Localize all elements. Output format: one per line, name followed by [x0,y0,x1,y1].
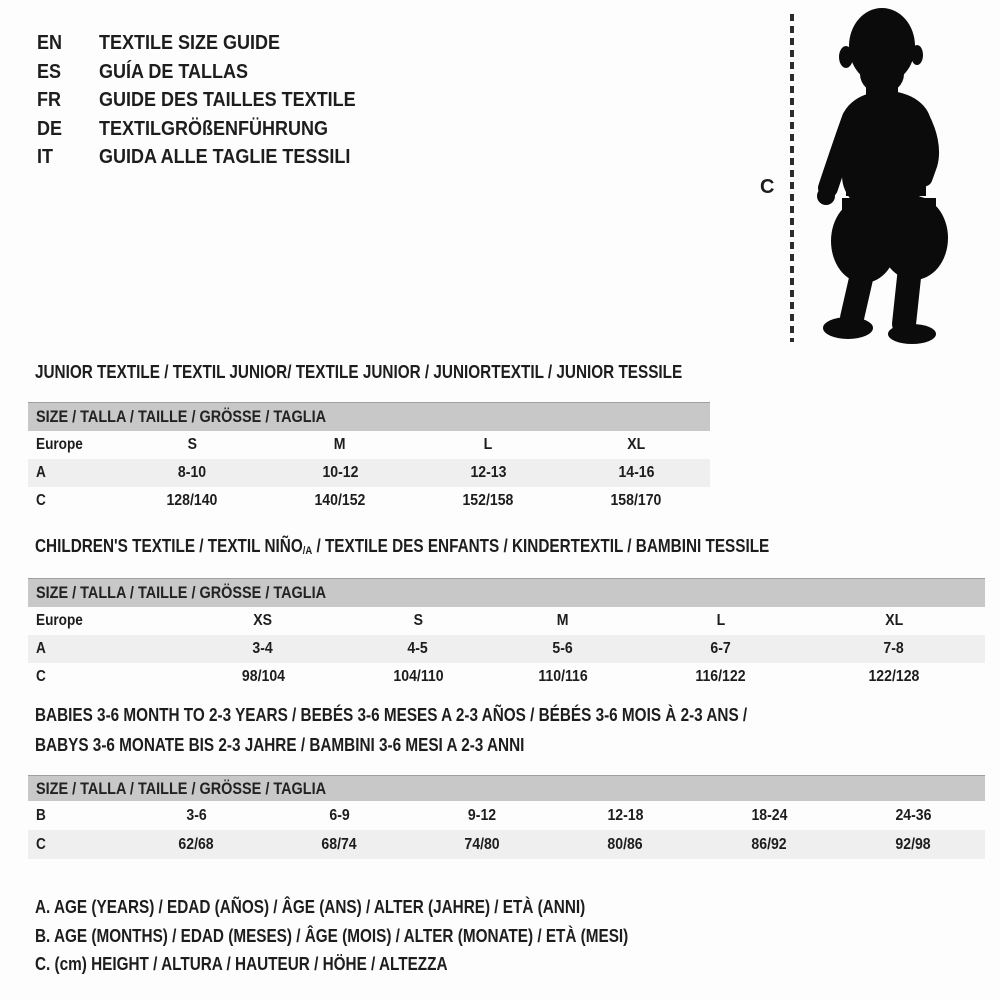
table-row [28,431,710,459]
table-row [28,487,710,515]
row-label: C [28,830,125,859]
size-cell: 18-24 [750,806,787,824]
size-cell: 68/74 [268,830,411,859]
height-marker-label: C [760,176,775,198]
size-cell: 116/122 [695,668,746,685]
table-header-bar [28,403,710,432]
size-cell: 5-6 [488,635,638,663]
row-label: A [28,459,118,487]
size-cell: 140/152 [314,492,366,509]
toddler-silhouette-icon [806,6,954,348]
children-section-title [35,536,899,561]
language-row-es [37,58,384,87]
size-cell: 152/158 [462,492,514,509]
size-cell: 110/116 [538,668,588,685]
size-cell: L [716,612,725,629]
size-cell: 80/86 [554,830,697,859]
language-code: FR [37,89,62,111]
table-header-label: SIZE / TALLA / TAILLE / GRÖSSE / TAGLIA [36,778,327,798]
babies-section-title-line2 [35,735,611,755]
footnote-a: A. AGE (YEARS) / EDAD (AÑOS) / ÂGE (ANS) / ALTER (JAHRE) / ETÀ (ANNI) [35,897,586,917]
size-cell: XL [627,436,646,453]
size-cell: 8-10 [118,459,266,487]
row-label: Europe [36,436,83,453]
size-cell: XL [885,612,904,629]
language-code: ES [37,60,62,83]
size-cell: 10-12 [266,459,414,487]
language-row-en [37,29,384,58]
language-row-fr [37,86,384,115]
language-code: EN [37,32,63,54]
size-cell: 74/80 [411,830,554,859]
size-cell: S [413,612,423,629]
size-cell: 14-16 [562,459,710,487]
size-cell: M [334,436,346,453]
size-cell: 6-9 [329,806,350,824]
language-code: IT [37,146,54,168]
size-cell: L [483,436,493,453]
row-label: C [36,668,46,685]
junior-size-table [28,402,710,515]
size-cell: M [557,612,569,629]
language-label: GUIDE DES TAILLES TEXTILE [99,89,356,111]
language-row-de [37,115,384,144]
size-cell: S [187,436,197,453]
babies-title-line1-text: BABIES 3-6 MONTH TO 2-3 YEARS / BEBÉS 3-6 MESES A 2-3 AÑOS / BÉBÉS 3-6 MOIS À 2-3 ANS / [35,705,748,725]
table-header-bar [28,776,985,802]
size-cell: 128/140 [166,492,218,509]
size-cell: 92/98 [841,830,985,859]
table-row [28,607,985,635]
footnotes [35,893,733,979]
size-cell: 12-18 [607,806,644,824]
language-label: TEXTILE SIZE GUIDE [99,32,281,54]
size-cell: 62/68 [125,830,268,859]
row-label: A [28,635,178,663]
table-header-label: SIZE / TALLA / TAILLE / GRÖSSE / TAGLIA [36,583,327,602]
table-row [28,635,985,663]
size-cell: 3-4 [178,635,348,663]
footnote-b: B. AGE (MONTHS) / EDAD (MESES) / ÂGE (MOIS) / ALTER (MONATE) / ETÀ (MESI) [35,925,629,946]
table-row [28,663,985,691]
table-header-label: SIZE / TALLA / TAILLE / GRÖSSE / TAGLIA [36,407,327,426]
size-cell: XS [253,612,273,629]
height-dashed-line [790,14,794,342]
row-label: C [36,492,46,509]
row-label: Europe [36,612,83,629]
row-label: B [36,806,46,824]
size-cell: 7-8 [803,635,985,663]
size-cell: 9-12 [468,806,497,824]
children-section-title-text: CHILDREN'S TEXTILE / TEXTIL NIÑO/A / TEXTILE DES ENFANTS / KINDERTEXTIL / BAMBINI TESSILE [35,536,770,557]
size-cell: 4-5 [348,635,488,663]
junior-section-title-text: JUNIOR TEXTILE / TEXTIL JUNIOR/ TEXTILE JUNIOR / JUNIORTEXTIL / JUNIOR TESSILE [35,362,683,382]
size-cell: 158/170 [610,492,662,509]
language-list [37,29,384,172]
children-size-table [28,578,985,691]
language-row-it [37,143,384,172]
language-code: DE [37,117,63,140]
junior-section-title [35,362,796,382]
language-label: TEXTILGRÖßENFÜHRUNG [99,117,328,140]
table-row [28,830,985,859]
language-label: GUIDA ALLE TAGLIE TESSILI [99,146,351,168]
table-header-bar [28,579,985,608]
size-cell: 3-6 [186,806,207,824]
babies-section-title-line1 [35,705,873,725]
table-row [28,801,985,830]
language-label: GUÍA DE TALLAS [99,60,248,83]
babies-size-table [28,775,985,859]
size-cell: 24-36 [895,806,932,824]
footnote-c: C. (cm) HEIGHT / ALTURA / HAUTEUR / HÖHE / ALTEZZA [35,954,448,975]
babies-title-line2-text: BABYS 3-6 MONATE BIS 2-3 JAHRE / BAMBINI 3-6 MESI A 2-3 ANNI [35,735,525,755]
size-cell: 104/110 [392,668,444,685]
size-cell: 98/104 [241,668,285,685]
table-row [28,459,710,487]
size-cell: 86/92 [697,830,841,859]
size-cell: 122/128 [868,668,920,685]
size-cell: 12-13 [414,459,562,487]
size-cell: 6-7 [638,635,803,663]
